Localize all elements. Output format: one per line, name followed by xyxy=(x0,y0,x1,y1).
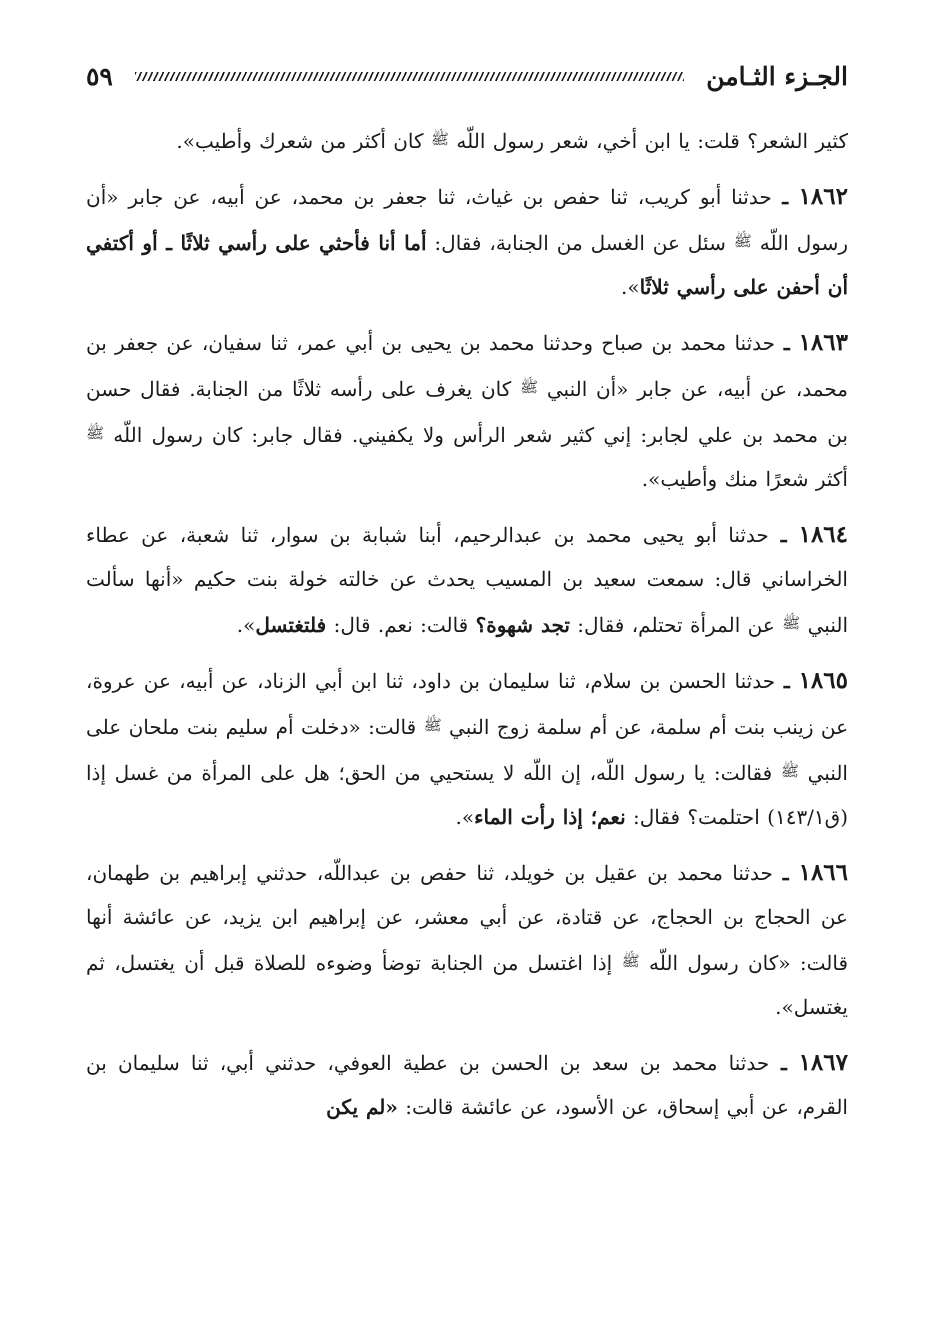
text-run: حدثنا محمد بن عقيل بن خويلد، ثنا حفص بن عبداللّه، حدثني إبراهيم بن طهمان، عن الحجاج بن الحجاج، عن قتادة، عن أبي معشر، عن إبراهيم ابن يزيد، عن عائشة أنها قالت: «كان رسول اللّه xyxy=(86,861,848,975)
text-run: حدثنا محمد بن سعد بن الحسن بن عطية العوفي، حدثني أبي، ثنا سليمان بن القرم، عن أبي إسحاق، عن الأسود، عن عائشة قالت: xyxy=(86,1051,848,1119)
text-run: حدثنا أبو كريب، ثنا حفص بن غياث، ثنا جعفر بن محمد، عن أبيه، عن جابر «أن رسول اللّه xyxy=(86,185,848,255)
page-body xyxy=(86,117,848,1322)
text-run: ». xyxy=(621,275,640,299)
hadith-dash: ـ xyxy=(769,1051,799,1075)
hadith-entry-1862 xyxy=(86,175,848,309)
salla-glyph-icon: ﷺ xyxy=(733,232,752,250)
page-number: ٥٩ xyxy=(86,61,113,91)
hadith-entry-1865 xyxy=(86,659,848,839)
salla-glyph-icon: ﷺ xyxy=(782,614,801,632)
text-run: حدثنا محمد بن صباح وحدثنا محمد بن يحيى بن أبي عمر، ثنا سفيان، عن جعفر بن محمد، عن أبيه، عن جابر «أن النبي xyxy=(86,331,848,401)
text-run: ». xyxy=(236,613,256,637)
salla-glyph-icon: ﷺ xyxy=(780,762,799,780)
prophetic-words: أما أنا فأحثي على رأسي ثلاثًا ـ أو أكتفي أن أحفن على رأسي ثلاثًا xyxy=(86,231,848,299)
text-run: كان أكثر من شعرك وأطيب». xyxy=(176,129,431,153)
hadith-number: ١٨٦٤ xyxy=(798,521,849,548)
salla-glyph-icon: ﷺ xyxy=(430,130,450,148)
text-run: كان يغرف على رأسه ثلاثًا من الجنابة. فقال حسن بن محمد بن علي لجابر: إني كثير شعر الرأس ولا يكفيني. فقال جابر: كان رسول اللّه xyxy=(86,377,848,447)
hadith-dash: ـ xyxy=(775,331,799,355)
prophetic-words: تجد شهوة؟ xyxy=(475,613,570,637)
prophetic-words: «لم يكن xyxy=(326,1095,398,1119)
hadith-number: ١٨٦٧ xyxy=(798,1049,848,1076)
salla-glyph-icon: ﷺ xyxy=(621,952,640,970)
salla-glyph-icon: ﷺ xyxy=(520,378,539,396)
text-run: قالت: نعم. قال: xyxy=(326,613,476,637)
running-header xyxy=(86,54,848,98)
continuation-paragraph xyxy=(86,117,848,163)
salla-glyph-icon: ﷺ xyxy=(423,716,442,734)
hadith-number: ١٨٦٢ xyxy=(798,183,848,210)
prophetic-words: فلتغتسل xyxy=(255,613,327,637)
hadith-entry-1867 xyxy=(86,1041,848,1129)
running-title: الجـزء الثـامن xyxy=(706,61,848,91)
hadith-entry-1866 xyxy=(86,851,848,1029)
text-run: إذا اغتسل من الجنابة توضأ وضوءه للصلاة قبل أن يغتسل، ثم يغتسل». xyxy=(86,951,848,1019)
prophetic-words: نعم؛ إذا رأت الماء xyxy=(474,805,626,829)
text-run: سئل عن الغسل من الجنابة، فقال: xyxy=(426,231,734,255)
header-rule xyxy=(135,72,684,81)
text-run: قالت: «دخلت أم سليم بنت ملحان على النبي xyxy=(86,715,848,785)
hadith-number: ١٨٦٥ xyxy=(798,667,848,694)
hadith-dash: ـ xyxy=(775,669,799,693)
salla-glyph-icon: ﷺ xyxy=(86,424,105,442)
text-run: أكثر شعرًا منك وأطيب». xyxy=(641,467,848,491)
text-run: حدثنا الحسن بن سلام، ثنا سليمان بن داود، ثنا ابن أبي الزناد، عن أبيه، عن عروة، عن زينب بنت أم سلمة، عن أم سلمة زوج النبي xyxy=(86,669,849,739)
text-run: حدثنا أبو يحيى محمد بن عبدالرحيم، أبنا شبابة بن سوار، ثنا شعبة، عن عطاء الخراساني قال: سمعت سعيد بن المسيب يحدث عن خالته خولة بنت حكيم «أنها سألت النبي xyxy=(86,523,848,637)
hadith-dash: ـ xyxy=(772,861,799,885)
text-run: عن المرأة تحتلم، فقال: xyxy=(569,613,783,637)
hadith-number: ١٨٦٣ xyxy=(798,329,848,356)
text-run: فقالت: يا رسول اللّه، إن اللّه لا يستحيي من الحق؛ هل على المرأة من غسل إذا (ق١٤٣/١) احتلمت؟ فقال: xyxy=(86,761,848,829)
text-run: ». xyxy=(455,805,475,829)
hadith-dash: ـ xyxy=(771,185,799,209)
hadith-dash: ـ xyxy=(768,523,799,547)
hadith-number: ١٨٦٦ xyxy=(798,859,849,886)
text-run: كثير الشعر؟ قلت: يا ابن أخي، شعر رسول اللّه xyxy=(449,129,848,153)
hadith-entry-1864 xyxy=(86,513,848,647)
hadith-entry-1863 xyxy=(86,321,848,501)
